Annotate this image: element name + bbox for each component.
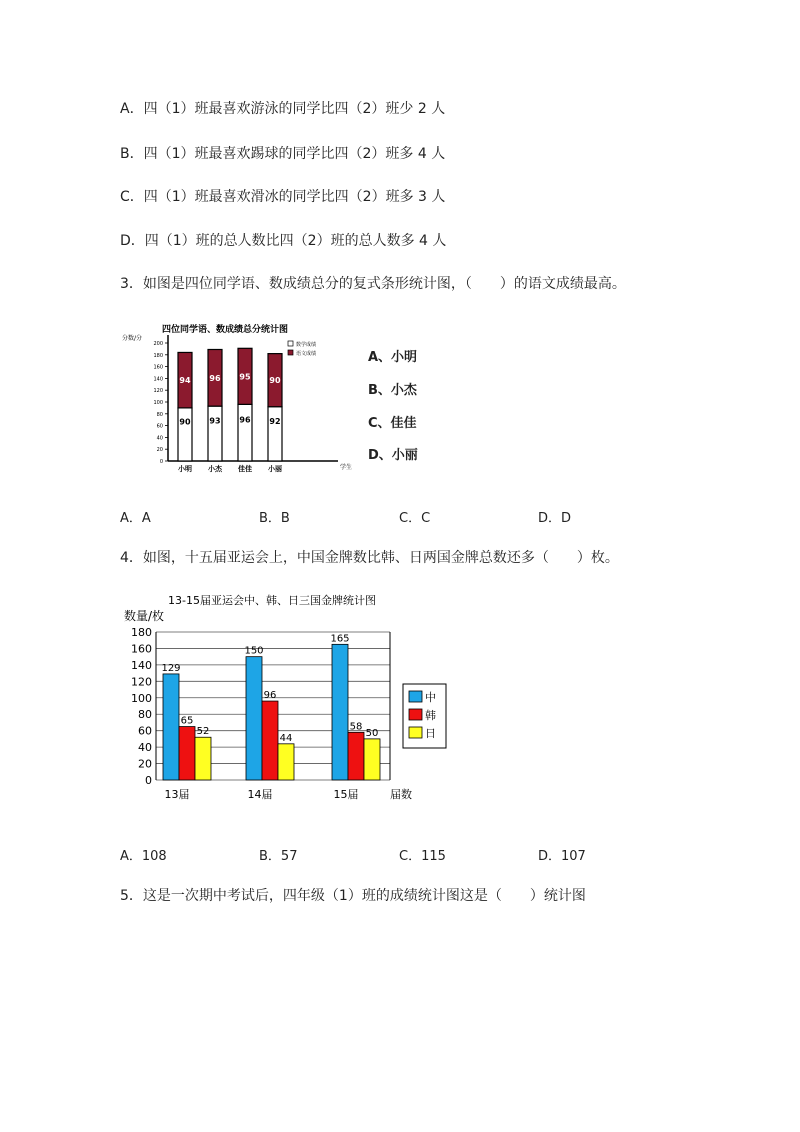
chart1-x-tick-label: 小丽 — [268, 465, 282, 473]
chart2-bar-日 — [195, 737, 211, 780]
chart1-bar-math — [268, 407, 282, 461]
chart2-data-label: 65 — [180, 715, 194, 727]
chart1-data-label: 90 — [269, 376, 281, 386]
chart2-y-tick-label: 100 — [131, 691, 152, 705]
chart1-x-tick-label: 小明 — [178, 465, 192, 473]
chart2-bar-日 — [364, 739, 380, 780]
chart2-y-tick-label: 0 — [145, 774, 152, 787]
chart1-y-tick-label: 60 — [156, 423, 163, 430]
chart2-y-tick-label: 20 — [138, 757, 152, 771]
q3-choice-c: C、佳佳 — [368, 416, 417, 431]
chart2-data-label: 150 — [244, 645, 264, 657]
chart1-legend-label: 语文成绩 — [296, 351, 317, 357]
chart1-title: 四位同学语、数成绩总分统计图 — [162, 325, 289, 335]
chart1-data-label: 95 — [239, 372, 251, 382]
medal-chart — [120, 590, 436, 805]
chart1-bar-math — [178, 408, 192, 461]
chart1-bar-math — [208, 406, 222, 461]
chart2-data-label: 58 — [349, 721, 363, 733]
chart1-legend-swatch-math — [288, 341, 293, 346]
chart1-y-tick-label: 0 — [159, 459, 163, 465]
chart1-data-label: 96 — [239, 415, 251, 425]
chart1-data-label: 96 — [209, 373, 221, 383]
chart1-ylabel: 分数/分 — [122, 335, 143, 342]
q2-option-c: C．四（1）班最喜欢滑冰的同学比四（2）班多 3 人 — [120, 189, 446, 205]
chart1-y-tick-label: 180 — [153, 352, 163, 359]
chart1-y-tick-label: 200 — [153, 341, 163, 347]
chart1-y-tick-label: 120 — [153, 388, 163, 395]
chart1-y-tick-label: 40 — [156, 435, 163, 442]
chart2-y-tick-label: 80 — [138, 708, 152, 722]
q2-option-b: B．四（1）班最喜欢踢球的同学比四（2）班多 4 人 — [120, 146, 446, 162]
chart1-x-tick-label: 小杰 — [208, 465, 222, 473]
chart2-legend-swatch — [409, 691, 422, 702]
chart1-bar-math — [238, 404, 252, 461]
chart2-bar-中 — [246, 657, 262, 780]
chart1-xlabel: 学生 — [340, 464, 353, 471]
chart1-data-label: 90 — [179, 417, 191, 427]
chart2-data-label: 44 — [279, 732, 293, 744]
q3-answer-a: A．A — [120, 511, 151, 526]
chart2-x-tick-label: 15届 — [333, 788, 359, 801]
q3-choice-d: D、小丽 — [368, 448, 418, 463]
chart2-y-tick-label: 40 — [138, 741, 152, 755]
chart2-data-label: 50 — [365, 727, 379, 739]
chart2-title: 13-15届亚运会中、韩、日三国金牌统计图 — [168, 594, 376, 607]
q2-option-d: D．四（1）班的总人数比四（2）班的总人数多 4 人 — [120, 233, 447, 249]
q3-choice-b: B、小杰 — [368, 383, 417, 398]
chart1-x-tick-label: 佳佳 — [238, 465, 252, 473]
chart2-data-label: 165 — [330, 633, 350, 645]
chart2-bar-韩 — [262, 701, 278, 780]
q3-answer-d: D．D — [538, 511, 572, 526]
chart1-legend-swatch-chinese — [288, 350, 293, 355]
chart2-bar-日 — [278, 744, 294, 780]
chart2-legend-swatch — [409, 727, 422, 738]
chart1-y-tick-label: 160 — [153, 364, 163, 371]
q3-answer-c: C．C — [399, 511, 431, 526]
q2-option-a: A．四（1）班最喜欢游泳的同学比四（2）班少 2 人 — [120, 101, 446, 117]
q4-answer-c: C．115 — [399, 849, 446, 864]
chart1-data-label: 94 — [179, 376, 191, 386]
chart2-bar-韩 — [348, 732, 364, 780]
chart1-legend-label: 数学成绩 — [296, 342, 317, 348]
chart2-bar-中 — [163, 674, 179, 780]
chart2-ylabel: 数量/枚 — [124, 609, 165, 623]
chart1-y-tick-label: 20 — [156, 447, 163, 454]
chart2-x-tick-label: 14届 — [247, 788, 273, 801]
chart2-data-label: 52 — [196, 726, 210, 738]
chart2-data-label: 96 — [263, 690, 277, 702]
chart1-data-label: 92 — [269, 416, 281, 426]
chart2-legend-label: 韩 — [425, 709, 436, 722]
chart2-legend-label: 中 — [425, 691, 436, 704]
chart2-y-tick-label: 120 — [131, 675, 152, 689]
q4-answer-a: A．108 — [120, 849, 167, 864]
chart2-y-tick-label: 180 — [131, 626, 152, 639]
chart2-data-label: 129 — [161, 662, 181, 674]
chart2-bar-中 — [332, 644, 348, 780]
q4-answer-d: D．107 — [538, 849, 586, 864]
chart2-y-tick-label: 160 — [131, 642, 152, 656]
q3-answer-b: B．B — [259, 511, 290, 526]
q4-question: 4．如图，十五届亚运会上，中国金牌数比韩、日两国金牌总数还多（ ）枚。 — [120, 550, 619, 566]
chart1-y-tick-label: 80 — [156, 411, 163, 418]
chart2-xlabel: 届数 — [390, 788, 412, 801]
q5-question: 5．这是一次期中考试后，四年级（1）班的成绩统计图这是（ ）统计图 — [120, 888, 586, 904]
chart2-legend-swatch — [409, 709, 422, 720]
chart1-data-label: 93 — [209, 416, 221, 426]
chart2-bar-韩 — [179, 727, 195, 780]
q3-choice-a: A、小明 — [368, 350, 418, 365]
chart2-legend-label: 日 — [425, 727, 436, 740]
chart2-y-tick-label: 60 — [138, 724, 152, 738]
q4-answer-b: B．57 — [259, 849, 298, 864]
q3-question: 3．如图是四位同学语、数成绩总分的复式条形统计图，（ ）的语文成绩最高。 — [120, 276, 626, 292]
chart2-x-tick-label: 13届 — [164, 788, 190, 801]
chart2-y-tick-label: 140 — [131, 658, 152, 672]
chart1-y-tick-label: 100 — [153, 400, 163, 406]
chart1-y-tick-label: 140 — [153, 376, 163, 383]
